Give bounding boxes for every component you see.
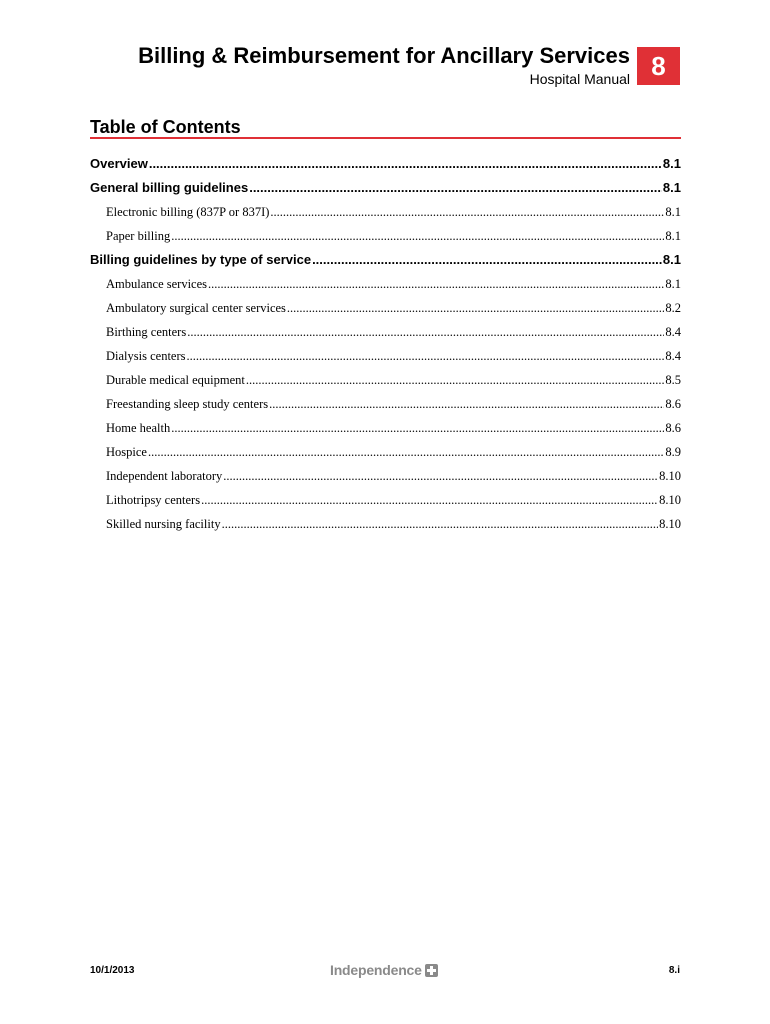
toc-divider <box>90 137 681 139</box>
toc-entry-page: 8.6 <box>665 421 681 435</box>
toc-entry-label: Lithotripsy centers <box>106 493 201 507</box>
document-subtitle: Hospital Manual <box>529 71 630 87</box>
toc-entry-label: Electronic billing (837P or 837I) <box>106 205 270 219</box>
toc-entry[interactable] <box>90 464 681 488</box>
toc-entry-page: 8.1 <box>665 229 681 243</box>
toc-entry-label: Durable medical equipment <box>106 373 245 387</box>
toc-entry-label: Overview <box>90 156 148 171</box>
toc-entry-label: Independent laboratory <box>106 469 223 483</box>
dot-leader <box>270 200 664 224</box>
toc-entry-label: General billing guidelines <box>90 180 249 195</box>
toc-heading: Table of Contents <box>90 117 241 137</box>
toc-entry-page: 8.10 <box>659 469 681 483</box>
toc-entry[interactable] <box>90 368 681 392</box>
toc-entry[interactable] <box>90 416 681 440</box>
toc-entry[interactable] <box>90 200 681 224</box>
toc-entry-label: Skilled nursing facility <box>106 517 221 531</box>
toc-entry-label: Hospice <box>106 445 147 459</box>
toc-entry-label: Dialysis centers <box>106 349 186 363</box>
dot-leader <box>187 320 664 344</box>
toc-entry[interactable] <box>90 512 681 536</box>
dot-leader <box>148 440 664 464</box>
cross-shield-icon <box>425 964 438 977</box>
toc-entry-page: 8.1 <box>662 156 681 171</box>
dot-leader <box>187 344 665 368</box>
footer-logo <box>330 960 438 980</box>
toc-entry-label: Paper billing <box>106 229 171 243</box>
dot-leader <box>171 224 664 248</box>
toc-entry-label: Ambulatory surgical center services <box>106 301 286 315</box>
toc-entry-page: 8.10 <box>659 493 681 507</box>
toc-entry[interactable] <box>90 152 681 176</box>
dot-leader <box>201 488 658 512</box>
dot-leader <box>149 152 662 176</box>
dot-leader <box>249 176 662 200</box>
toc-entry-page: 8.2 <box>665 301 681 315</box>
toc-entry[interactable] <box>90 488 681 512</box>
footer-date: 10/1/2013 <box>90 965 135 976</box>
chapter-number-badge: 8 <box>637 47 680 85</box>
toc-entry-page: 8.10 <box>659 517 681 531</box>
toc-entry-page: 8.9 <box>665 445 681 459</box>
toc-entry-page: 8.4 <box>665 349 681 363</box>
dot-leader <box>269 392 664 416</box>
toc-entry[interactable] <box>90 248 681 272</box>
dot-leader <box>208 272 664 296</box>
toc-entry[interactable] <box>90 392 681 416</box>
toc-entry[interactable] <box>90 224 681 248</box>
dot-leader <box>223 464 658 488</box>
dot-leader <box>222 512 659 536</box>
toc-entry-label: Ambulance services <box>106 277 208 291</box>
toc-entry-page: 8.1 <box>662 180 681 195</box>
logo-wordmark: Independence <box>330 962 422 978</box>
toc-entry[interactable] <box>90 344 681 368</box>
toc-entry-page: 8.1 <box>665 205 681 219</box>
table-of-contents <box>90 152 681 536</box>
dot-leader <box>287 296 664 320</box>
toc-entry-label: Home health <box>106 421 171 435</box>
dot-leader <box>246 368 665 392</box>
toc-entry[interactable] <box>90 176 681 200</box>
toc-entry-page: 8.1 <box>665 277 681 291</box>
footer-page-number: 8.i <box>668 965 680 976</box>
dot-leader <box>312 248 662 272</box>
toc-entry[interactable] <box>90 272 681 296</box>
toc-entry-label: Birthing centers <box>106 325 187 339</box>
dot-leader <box>171 416 664 440</box>
toc-entry-page: 8.5 <box>665 373 681 387</box>
toc-entry-page: 8.1 <box>662 252 681 267</box>
toc-entry-label: Freestanding sleep study centers <box>106 397 269 411</box>
toc-entry[interactable] <box>90 440 681 464</box>
document-title: Billing & Reimbursement for Ancillary Services <box>138 43 630 68</box>
toc-entry[interactable] <box>90 320 681 344</box>
toc-entry-label: Billing guidelines by type of service <box>90 252 312 267</box>
toc-entry[interactable] <box>90 296 681 320</box>
toc-entry-page: 8.6 <box>665 397 681 411</box>
toc-entry-page: 8.4 <box>665 325 681 339</box>
